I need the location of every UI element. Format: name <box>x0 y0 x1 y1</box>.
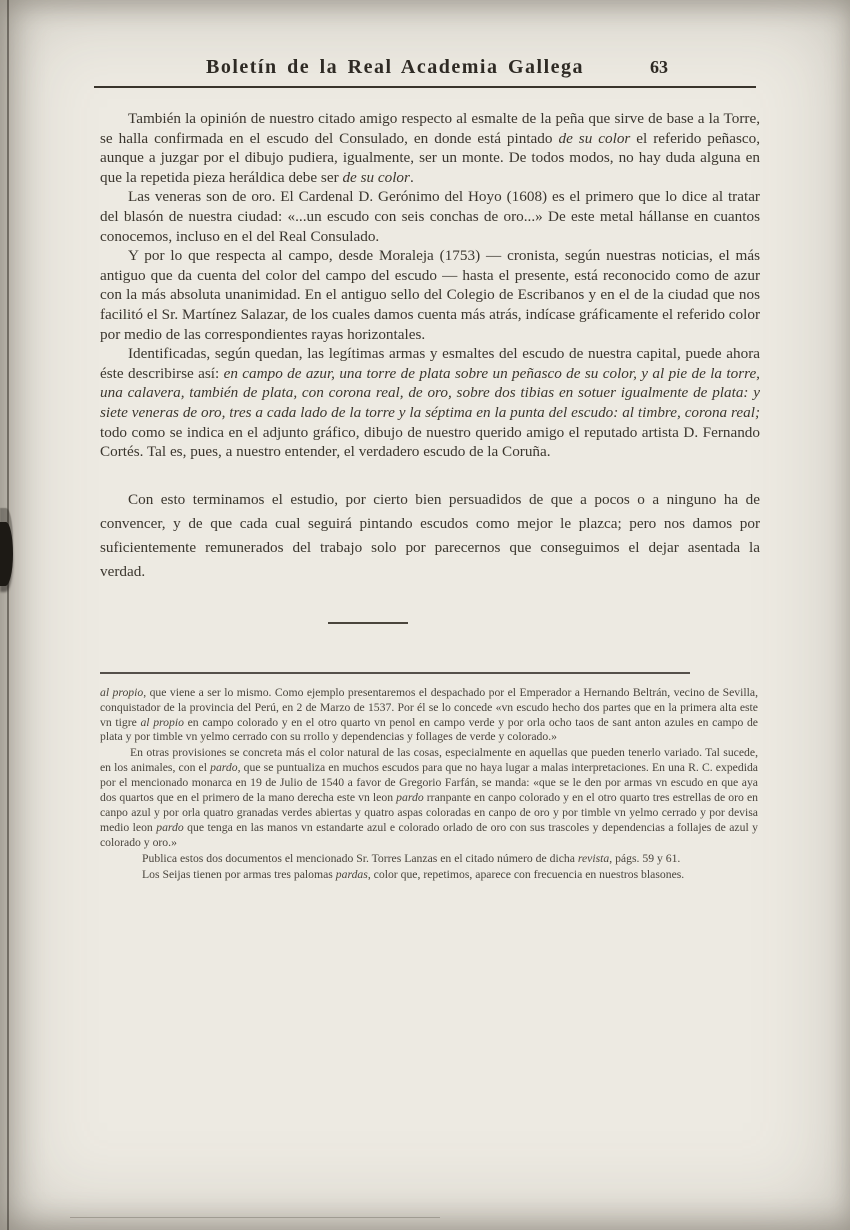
bottom-scan-line <box>70 1217 440 1218</box>
paragraph: También la opinión de nuestro citado amigo respecto al esmalte de la peña que sirve de base a la Torre, se halla confirmada en el escudo del Consulado, en donde está pintado de su color el referido peñasco, aunque a juzgar por el dibujo pudiera, igualmente, ser un monte. De todos modos, no hay duda alguna en que la repetida pieza heráldica debe ser de su color. <box>100 110 760 186</box>
scan-edge-line <box>7 0 9 1230</box>
footnotes <box>100 686 758 883</box>
footnote: Los Seijas tienen por armas tres palomas pardas, color que, repetimos, aparece con frecuencia en nuestros blasones. <box>142 867 685 881</box>
end-of-article-divider <box>328 622 408 624</box>
journal-title: Boletín de la Real Academia Gallega <box>205 56 585 78</box>
footnote: Publica estos dos documentos el mencionado Sr. Torres Lanzas en el citado número de dicha revista, págs. 59 y 61. <box>142 851 681 865</box>
footnote-rule <box>100 672 690 674</box>
header-rule <box>94 86 756 88</box>
page-number: 63 <box>650 57 668 77</box>
article-body <box>100 109 760 584</box>
footnote: En otras provisiones se concreta más el color natural de las cosas, especialmente en aquellas que pueden tenerlo variado. Tal sucede, en los animales, con el pardo, que se puntualiza en muchos escudos para que no haya lugar a malas interpretaciones. En una R. C. expedida por el mencionado monarca en 19 de Julio de 1540 a favor de Gregorio Farfán, se manda: «que se le den por armas vn escudo en que aya dos quartos que en el primero de la mano derecha este vn leon pardo rranpante en canpo colorado y en el otro quarto tres estrellas de oro en canpo azul y por orla quatro granadas verdes abiertas y quatro aspas coloradas en canpo de oro y por timble vn yelmo cerrado y por devisa medio leon pardo que tenga en las manos vn estandarte azul e colorado orlado de oro con sus trascoles y dependencias a follajes de azul y colorado y oro.» <box>100 746 758 849</box>
paragraph: Y por lo que respecta al campo, desde Moraleja (1753) — cronista, según nuestras noticias, el más antiguo que da cuenta del color del campo del escudo — hasta el presente, está reconocido como de azur con la más absoluta unanimidad. En el antiguo sello del Colegio de Escribanos y en el de la ciudad que nos facilitó el Sr. Martínez Salazar, de los cuales damos cuenta más atrás, indícase gráficamente el referido color por medio de las correspondientes rayas horizontales. <box>100 247 760 343</box>
footnote: al propio, que viene a ser lo mismo. Como ejemplo presentaremos el despachado por el Emperador a Hernando Beltrán, vecino de Sevilla, conquistador de la provincia del Perú, en 2 de Marzo de 1537. Por él se lo concede «vn escudo hecho dos partes que en la primera alta este vn tigre al propio en campo colorado y en el otro quarto vn penol en campo verde y por orla ocho taos de sant anton azules en campo de plata y por timble vn yelmo cerrado con su rrollo y dependencias y follages de verde y colorado.» <box>100 685 759 744</box>
page-header <box>94 0 756 79</box>
ink-smudge <box>0 522 13 586</box>
paragraph: Identificadas, según quedan, las legítimas armas y esmaltes del escudo de nuestra capital, puede ahora éste describirse así: en campo de azur, una torre de plata sobre un peñasco de su color, y al pie de la torre, una calavera, también de plata, con corona real, de oro, sobre dos tibias en sotuer igualmente de plata: y siete veneras de oro, tres a cada lado de la torre y la séptima en la punta del escudo: al timbre, corona real; todo como se indica en el adjunto gráfico, dibujo de nuestro querido amigo el reputado artista D. Fernando Cortés. Tal es, pues, a nuestro entender, el verdadero escudo de la Coruña. <box>100 345 760 461</box>
paragraph: Las veneras son de oro. El Cardenal D. Gerónimo del Hoyo (1608) es el primero que lo dice al tratar del blasón de nuestra ciudad: «...un escudo con seis conchas de oro...» De este metal hállanse en cuantos conocemos, incluso en el del Real Consulado. <box>100 188 760 245</box>
closing-paragraph: Con esto terminamos el estudio, por cierto bien persuadidos de que a pocos o a ninguno ha de convencer, y de que cada cual seguirá pintando escudos como mejor le plazca; pero nos damos por suficientemente remunerados del trabajo solo por parecernos que conseguimos el dejar asentada la verdad. <box>100 490 760 580</box>
